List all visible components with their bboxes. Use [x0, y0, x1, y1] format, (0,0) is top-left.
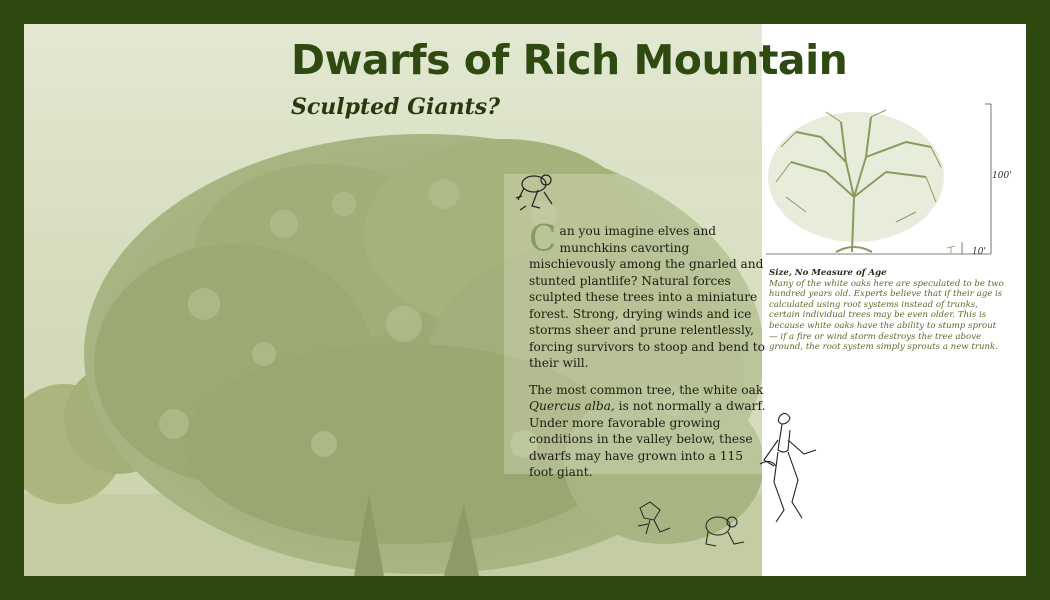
oak-tree-illustration-icon: [766, 102, 1016, 267]
body-paragraph-2-start: The most common tree, the white oak: [529, 382, 764, 397]
elf-sketch-icon: [512, 170, 560, 214]
body-paragraph-1: [529, 219, 769, 372]
sign-title: Dwarfs of Rich Mountain: [291, 36, 848, 84]
crouching-dwarf-icon: [698, 512, 750, 550]
species-name: Quercus alba,: [529, 399, 615, 413]
body-text: [529, 219, 769, 491]
body-paragraph-2: [529, 382, 769, 481]
height-10-label: 10': [972, 247, 986, 257]
figure-caption: [769, 268, 1005, 353]
body-paragraph-1-text: an you imagine elves and munchkins cavorting mischievously among the gnarled and stunted plantlife? Natural forces sculpted these trees into a miniature forest. Strong, drying winds and ice storms sheer and prune relentlessly, forcing survivors to stoop and bend to their will.: [529, 224, 765, 370]
caption-title: Size, No Measure of Age: [769, 268, 887, 278]
sign-subtitle: Sculpted Giants?: [291, 94, 501, 120]
sign-panel: [24, 24, 1026, 576]
caption-body: Many of the white oaks here are speculated to be two hundred years old. Experts believe that if their age is calculated using root systems instead of trunks, certain individual trees may be even older. This is because white oaks have the ability to stump sprout — if a fire or wind storm destroys the tree above ground, the root system simply sprouts a new trunk.: [769, 278, 1004, 353]
height-100-label: 100': [992, 171, 1012, 181]
dwarf-figure-icon: [754, 410, 834, 528]
body-paragraph-2-end: is not normally a dwarf. Under more favorable growing conditions in the valley below, these dwarfs may have grown into a 115 foot giant.: [529, 399, 766, 479]
drop-cap: C: [529, 219, 557, 260]
gnome-sketch-icon: [630, 498, 680, 540]
